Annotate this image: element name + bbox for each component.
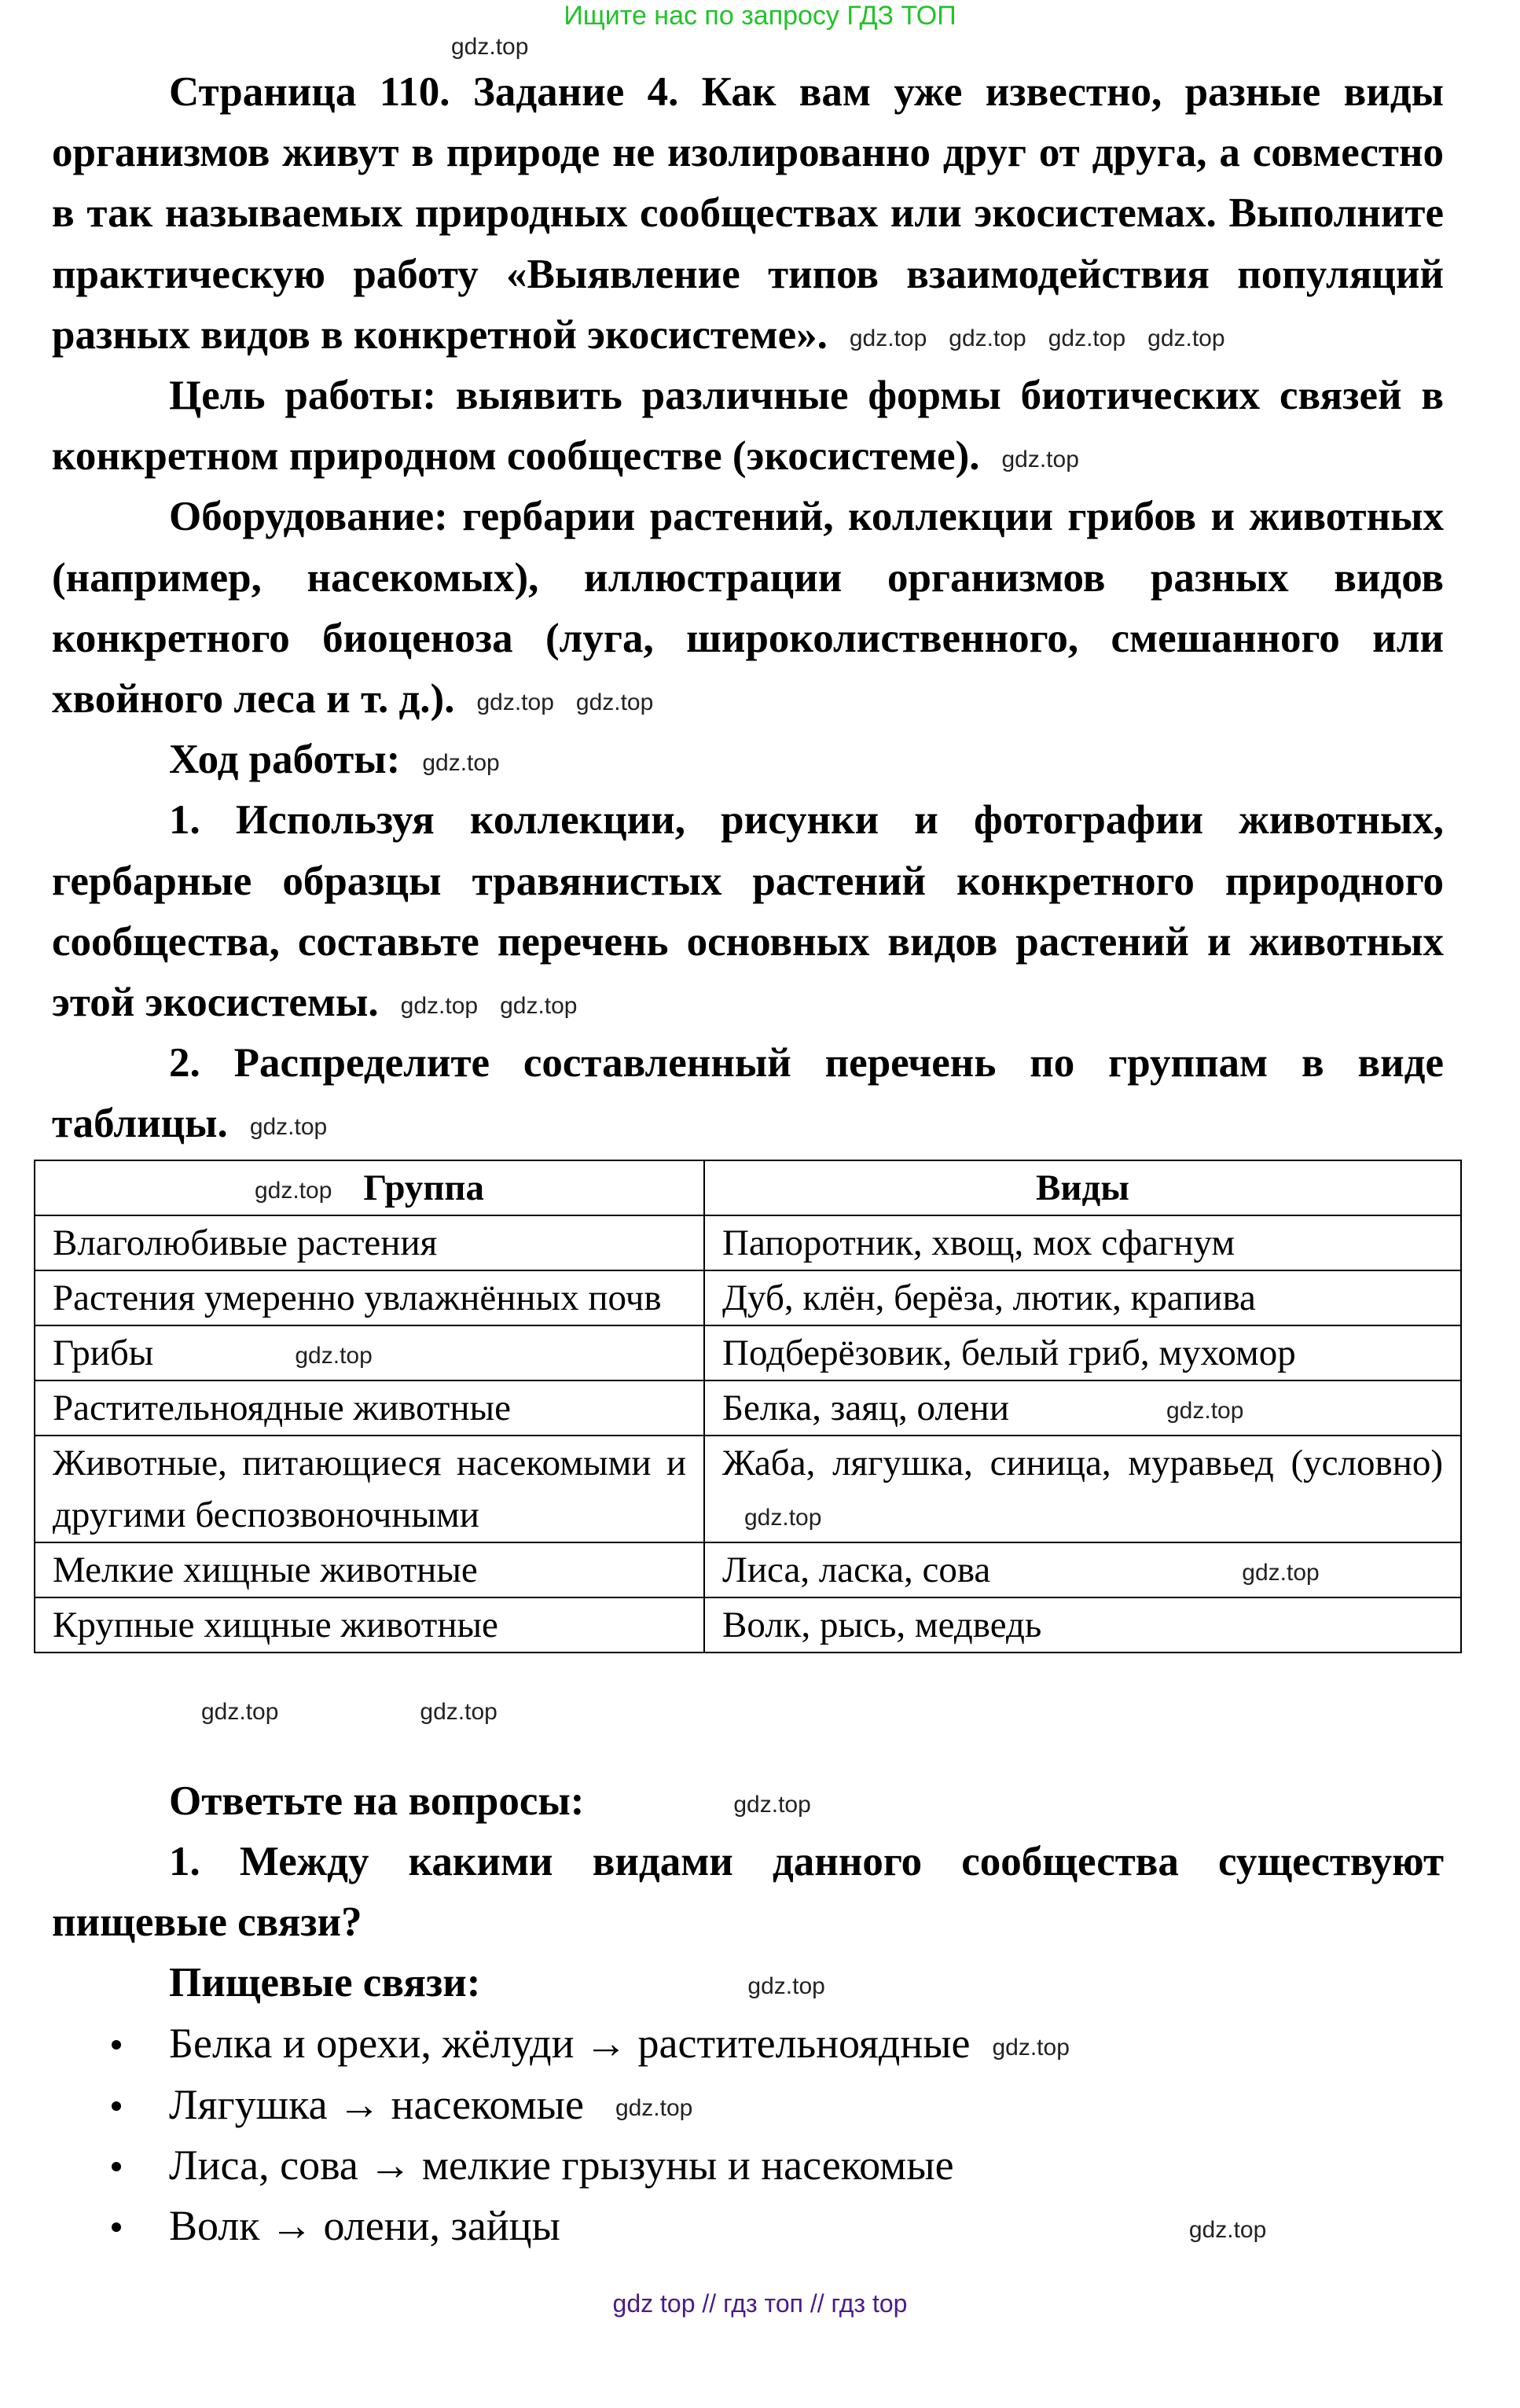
list-item-text: Белка и орехи, жёлуди → растительноядные bbox=[169, 2020, 971, 2068]
group-cell: Крупные хищные животные bbox=[35, 1597, 704, 1653]
watermark: gdz.top bbox=[1166, 1397, 1244, 1424]
table-header-row bbox=[35, 1160, 1461, 1215]
list-item bbox=[52, 2013, 1444, 2074]
watermark: gdz.top bbox=[451, 34, 529, 60]
table-row bbox=[35, 1325, 1461, 1380]
table-row bbox=[35, 1542, 1461, 1597]
species-cell: Дуб, клён, берёза, лютик, крапива bbox=[704, 1270, 1461, 1325]
watermark: gdz.top bbox=[400, 992, 479, 1019]
watermark: gdz.top bbox=[992, 2035, 1070, 2061]
task-intro-text: Страница 110. Задание 4. Как вам уже известно, разные виды организмов живут в природе не изолированно друг от друга, а совместно в так называемых природных сообществах или экосистемах. Выполните практическую работу «Выявление типов взаимодействия популяций разных видов в конкретной экосистеме». bbox=[52, 69, 1444, 358]
watermark: gdz.top bbox=[201, 1698, 279, 1725]
species-cell: Папоротник, хвощ, мох сфагнум bbox=[704, 1215, 1461, 1270]
watermark: gdz.top bbox=[615, 2095, 693, 2122]
questions-heading bbox=[52, 1771, 1444, 1832]
list-item bbox=[52, 2075, 1444, 2135]
watermark: gdz.top bbox=[1048, 325, 1126, 351]
list-item-text: Лягушка → насекомые bbox=[169, 2080, 584, 2128]
procedure-heading-text: Ход работы: bbox=[169, 737, 401, 783]
list-item-text: Лиса, сова → мелкие грызуны и насекомые bbox=[169, 2141, 954, 2189]
bullet-icon bbox=[112, 2222, 121, 2232]
watermark: gdz.top bbox=[949, 325, 1026, 351]
list-item bbox=[52, 2196, 1444, 2256]
species-cell-text: Жаба, лягушка, синица, муравьед (условно) bbox=[722, 1442, 1443, 1483]
watermark-gap bbox=[52, 1653, 1444, 1771]
watermark: gdz.top bbox=[295, 1342, 373, 1369]
food-links-heading bbox=[52, 1953, 1444, 2013]
list-item-text: Волк → олени, зайцы bbox=[169, 2202, 560, 2250]
watermark: gdz.top bbox=[747, 1973, 825, 2000]
species-cell: Волк, рысь, медведь bbox=[704, 1597, 1461, 1653]
bullet-icon bbox=[112, 2040, 121, 2050]
step-2-text: 2. Распределите составленный перечень по группам в виде таблицы. bbox=[52, 1040, 1444, 1147]
task-text bbox=[52, 0, 1444, 1155]
group-cell-text: Грибы bbox=[53, 1332, 154, 1373]
watermark: gdz.top bbox=[1188, 2216, 1267, 2243]
watermark: gdz.top bbox=[849, 325, 927, 351]
bullet-icon bbox=[112, 2101, 121, 2111]
procedure-heading bbox=[52, 730, 1444, 790]
watermark: gdz.top bbox=[422, 750, 500, 777]
species-cell-text: Лиса, ласка, сова bbox=[722, 1549, 991, 1590]
species-cell bbox=[704, 1542, 1461, 1597]
table-row bbox=[35, 1436, 1461, 1542]
question-1: 1. Между какими видами данного сообщества существуют пищевые связи? bbox=[52, 1838, 1444, 1946]
list-item bbox=[52, 2135, 1444, 2196]
species-cell-text: Белка, заяц, олени bbox=[722, 1387, 1009, 1428]
group-cell bbox=[35, 1325, 704, 1380]
questions-heading-text: Ответьте на вопросы: bbox=[169, 1778, 585, 1824]
watermark: gdz.top bbox=[476, 689, 554, 715]
step-1-text: 1. Используя коллекции, рисунки и фотографии животных, гербарные образцы травянистых растений конкретного природного сообщества, составьте перечень основных видов растений и животных этой экосистемы. bbox=[52, 797, 1444, 1026]
group-cell: Влаголюбивые растения bbox=[35, 1215, 704, 1270]
species-cell: Подберёзовик, белый гриб, мухомор bbox=[704, 1325, 1461, 1380]
bullet-icon bbox=[112, 2162, 121, 2171]
watermark: gdz.top bbox=[1242, 1559, 1320, 1586]
work-goal-text: Цель работы: выявить различные формы биотических связей в конкретном природном сообществе (экосистеме). bbox=[52, 373, 1444, 480]
task-intro bbox=[52, 62, 1444, 366]
group-cell: Мелкие хищные животные bbox=[35, 1542, 704, 1597]
watermark: gdz.top bbox=[1001, 447, 1079, 473]
equipment-text: Оборудование: гербарии растений, коллекции грибов и животных (например, насекомых), иллюстрации организмов разных видов конкретного биоценоза (луга, широколиственного, смешанного или хвойного леса и т. д.). bbox=[52, 494, 1444, 722]
group-cell: Растительноядные животные bbox=[35, 1380, 704, 1436]
watermark: gdz.top bbox=[420, 1698, 497, 1725]
top-banner[interactable]: Ищите нас по запросу ГДЗ ТОП bbox=[564, 1, 956, 31]
species-table bbox=[34, 1160, 1462, 1653]
species-cell bbox=[704, 1436, 1461, 1542]
footer-links[interactable]: gdz top // гдз топ // гдз top bbox=[612, 2289, 908, 2318]
food-links-heading-text: Пищевые связи: bbox=[169, 1960, 481, 2006]
watermark: gdz.top bbox=[744, 1504, 822, 1531]
table-row bbox=[35, 1380, 1461, 1436]
watermark: gdz.top bbox=[254, 1177, 332, 1204]
header-species: Виды bbox=[704, 1160, 1461, 1215]
watermark: gdz.top bbox=[1147, 325, 1225, 351]
watermark: gdz.top bbox=[575, 689, 654, 715]
work-goal bbox=[52, 366, 1444, 487]
food-links-list bbox=[52, 2013, 1444, 2256]
table-row bbox=[35, 1215, 1461, 1270]
watermark: gdz.top bbox=[500, 992, 578, 1019]
header-group-text: Группа bbox=[363, 1167, 485, 1208]
step-2 bbox=[52, 1033, 1444, 1154]
questions-section bbox=[52, 1771, 1444, 2257]
step-1 bbox=[52, 790, 1444, 1033]
watermark: gdz.top bbox=[249, 1114, 328, 1141]
header-group bbox=[35, 1160, 704, 1215]
species-cell bbox=[704, 1380, 1461, 1436]
table-row bbox=[35, 1597, 1461, 1653]
group-cell: Растения умеренно увлажнённых почв bbox=[35, 1270, 704, 1325]
group-cell: Животные, питающиеся насекомыми и другими беспозвоночными bbox=[35, 1436, 704, 1542]
watermark: gdz.top bbox=[733, 1791, 811, 1818]
table-row bbox=[35, 1270, 1461, 1325]
equipment bbox=[52, 487, 1444, 730]
